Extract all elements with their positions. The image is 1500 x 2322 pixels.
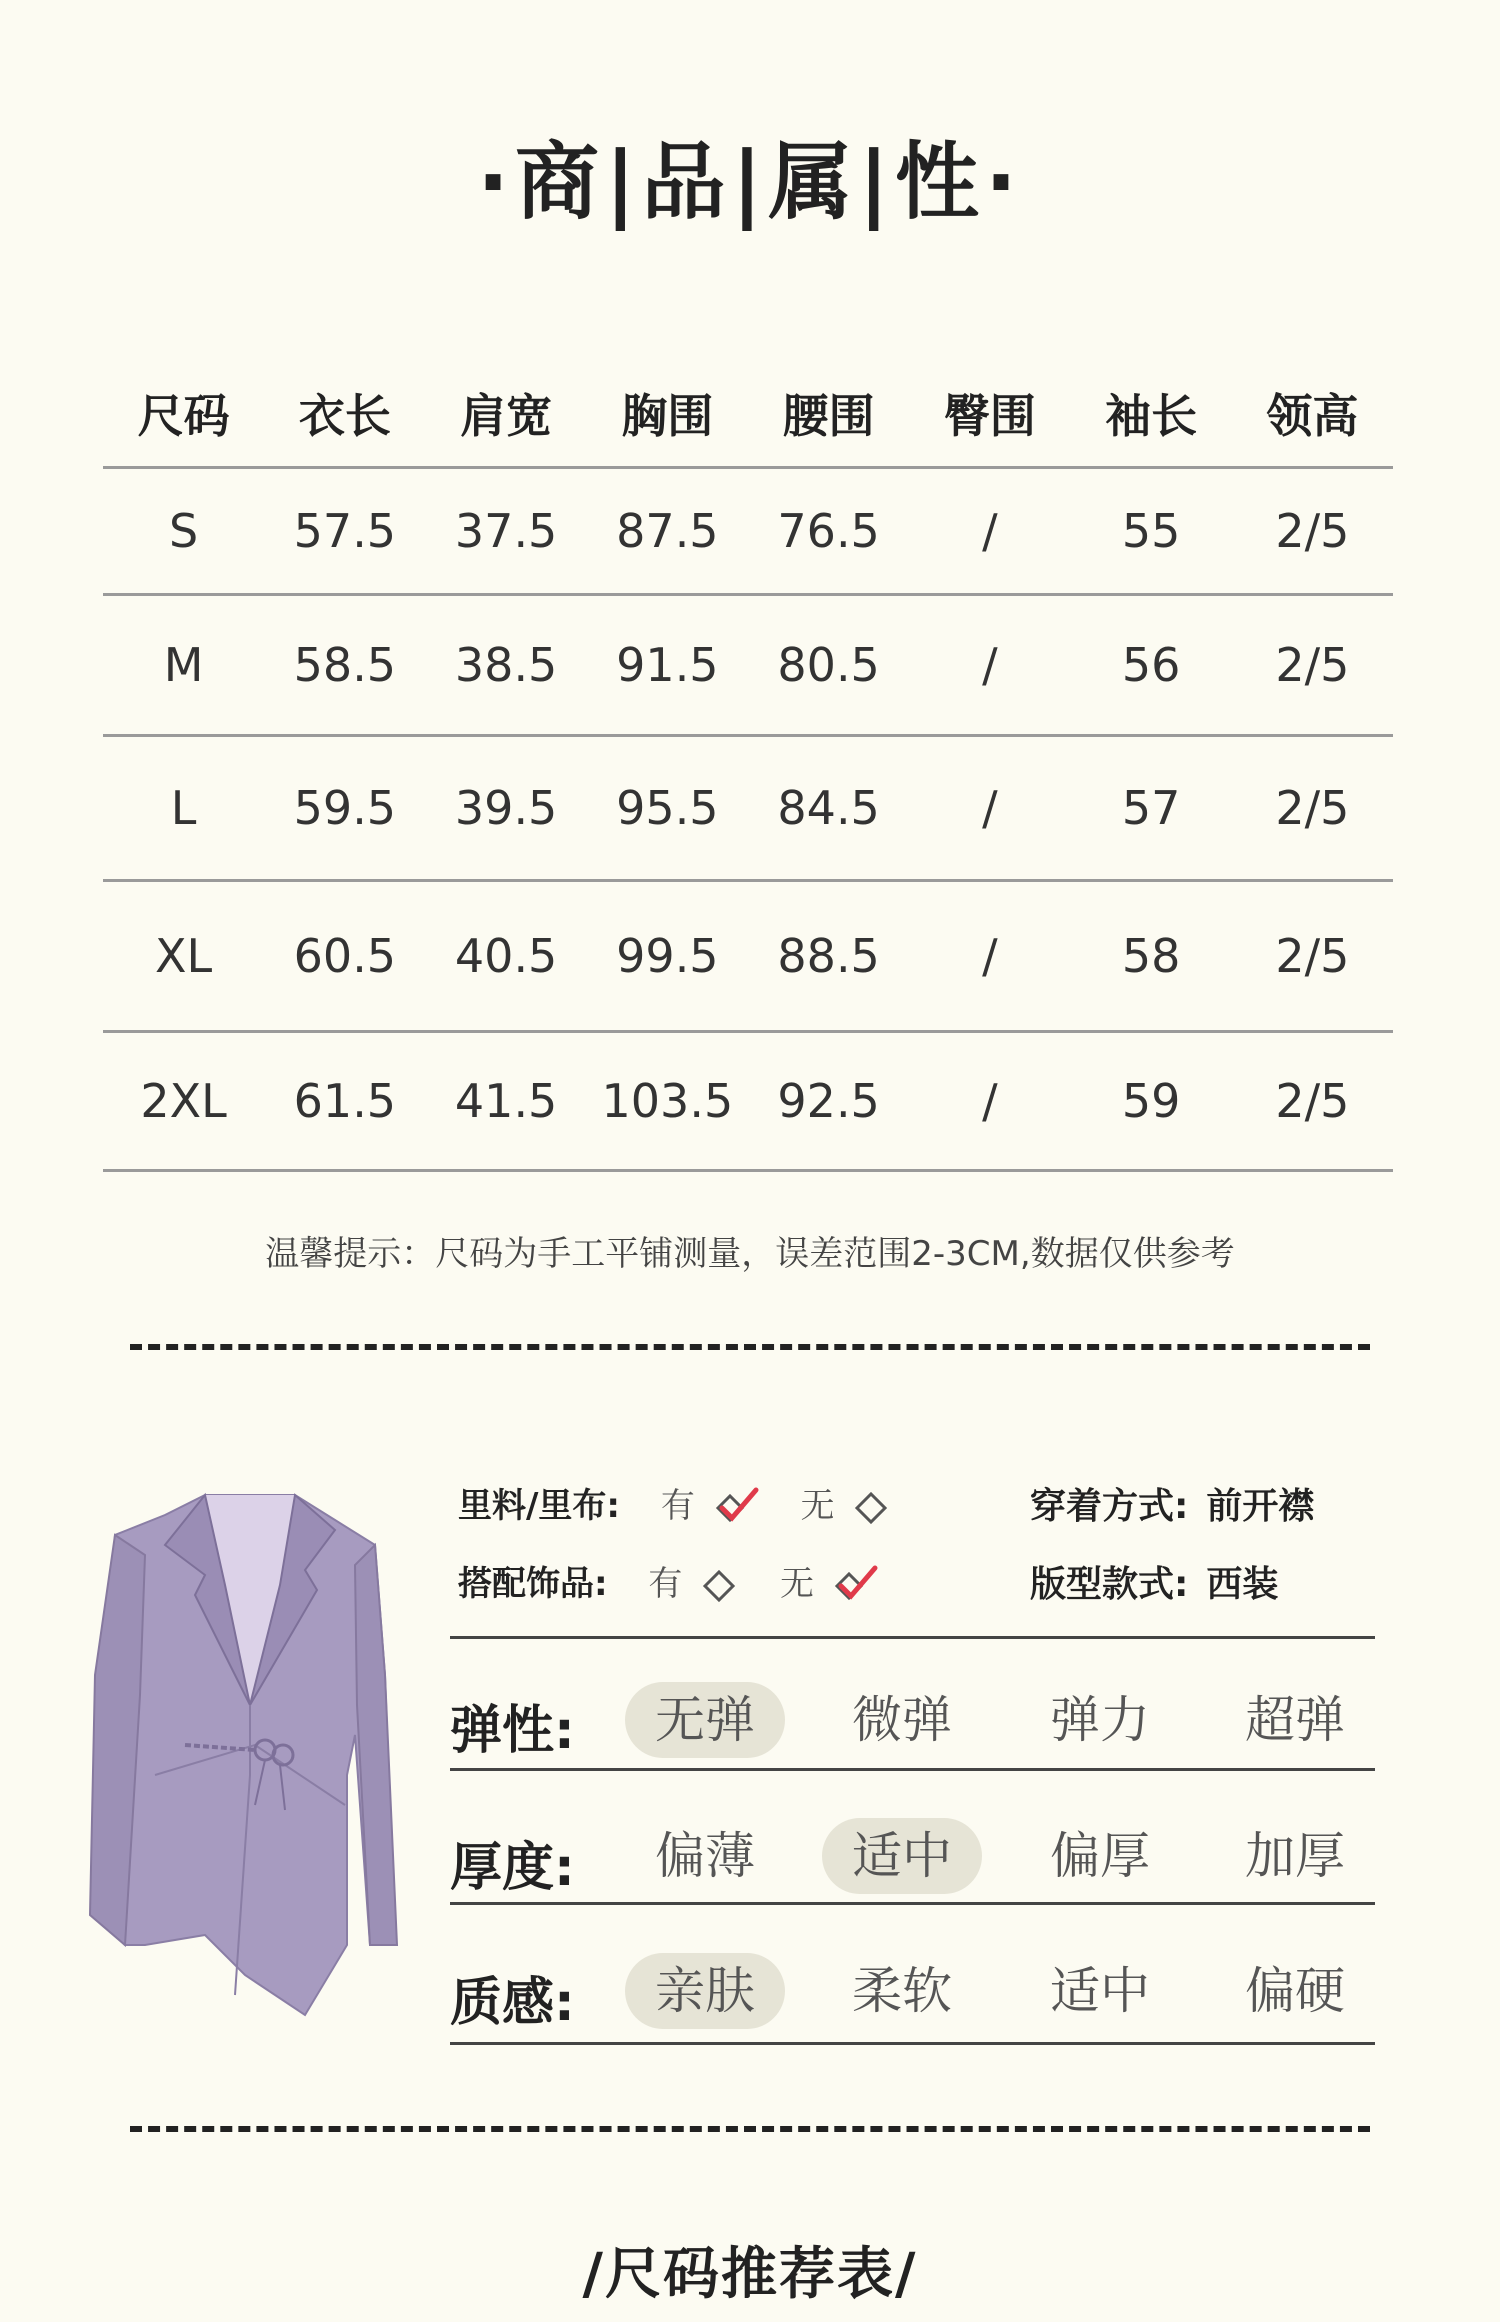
table-cell: 91.5	[587, 595, 748, 736]
table-cell: 37.5	[426, 468, 587, 595]
header-chest: 胸围	[587, 360, 748, 468]
table-row	[103, 468, 1393, 595]
checked-diamond-icon	[831, 1564, 879, 1608]
table-cell: L	[103, 736, 264, 881]
accessory-row	[458, 1556, 879, 1608]
table-cell: 87.5	[587, 468, 748, 595]
page-title: ·商|品|属|性·	[477, 133, 1023, 231]
table-cell: 76.5	[748, 468, 909, 595]
header-sleeve: 袖长	[1071, 360, 1232, 468]
table-cell: M	[103, 595, 264, 736]
table-cell: 56	[1071, 595, 1232, 736]
table-cell: 103.5	[587, 1032, 748, 1171]
divider-line	[450, 2042, 1375, 2045]
thickness-option-thin: 偏薄	[655, 1827, 755, 1885]
table-cell: 38.5	[426, 595, 587, 736]
header-length: 衣长	[264, 360, 425, 468]
divider-line	[450, 1902, 1375, 1905]
table-row	[103, 736, 1393, 881]
table-cell: 2/5	[1232, 736, 1393, 881]
table-cell: 60.5	[264, 881, 425, 1032]
texture-option-medium: 适中	[1050, 1962, 1150, 2020]
lining-row	[458, 1478, 891, 1530]
style-info	[1030, 1556, 1278, 1607]
table-cell: 2/5	[1232, 881, 1393, 1032]
table-cell: /	[909, 736, 1070, 881]
accessory-yes-label: 有	[648, 1564, 683, 1604]
thickness-option-thick: 偏厚	[1050, 1827, 1150, 1885]
table-row	[103, 881, 1393, 1032]
size-recommendation-title: /尺码推荐表/	[582, 2242, 918, 2307]
table-cell: 59.5	[264, 736, 425, 881]
table-cell: 41.5	[426, 1032, 587, 1171]
table-cell: /	[909, 468, 1070, 595]
table-cell: /	[909, 595, 1070, 736]
table-cell: 39.5	[426, 736, 587, 881]
table-cell: 61.5	[264, 1032, 425, 1171]
texture-option-soft: 柔软	[852, 1962, 952, 2020]
table-header-row	[103, 360, 1393, 468]
table-cell: 88.5	[748, 881, 909, 1032]
header-hip: 臀围	[909, 360, 1070, 468]
elasticity-option-none: 无弹	[625, 1682, 785, 1758]
texture-option-skin-friendly: 亲肤	[625, 1953, 785, 2029]
lining-no-label: 无	[800, 1486, 835, 1526]
table-cell: 40.5	[426, 881, 587, 1032]
elasticity-label: 弹性:	[450, 1701, 575, 1761]
accessory-no-label: 无	[780, 1564, 815, 1604]
table-cell: 57.5	[264, 468, 425, 595]
size-table	[103, 360, 1393, 1172]
dashed-divider	[130, 2126, 1370, 2132]
table-cell: 55	[1071, 468, 1232, 595]
thickness-option-extra-thick: 加厚	[1245, 1827, 1345, 1885]
thickness-option-medium: 适中	[822, 1818, 982, 1894]
table-cell: /	[909, 1032, 1070, 1171]
table-cell: 84.5	[748, 736, 909, 881]
table-cell: 2/5	[1232, 595, 1393, 736]
style-value: 西装	[1206, 1564, 1279, 1605]
style-label: 版型款式:	[1030, 1564, 1189, 1605]
table-cell: 58	[1071, 881, 1232, 1032]
header-collar: 领高	[1232, 360, 1393, 468]
header-size: 尺码	[103, 360, 264, 468]
table-cell: 99.5	[587, 881, 748, 1032]
table-cell: 59	[1071, 1032, 1232, 1171]
lining-yes-label: 有	[660, 1486, 695, 1526]
table-cell: 57	[1071, 736, 1232, 881]
measurement-tip: 温馨提示：尺码为手工平铺测量，误差范围2-3CM,数据仅供参考	[265, 1234, 1235, 1274]
divider-line	[450, 1768, 1375, 1771]
header-shoulder: 肩宽	[426, 360, 587, 468]
texture-option-stiff: 偏硬	[1245, 1962, 1345, 2020]
table-row	[103, 1032, 1393, 1171]
elasticity-option-elastic: 弹力	[1050, 1691, 1150, 1749]
texture-label: 质感:	[450, 1973, 575, 2033]
table-cell: S	[103, 468, 264, 595]
accessory-label: 搭配饰品:	[458, 1564, 608, 1604]
wear-value: 前开襟	[1206, 1486, 1315, 1527]
checked-diamond-icon	[712, 1486, 760, 1530]
table-cell: 80.5	[748, 595, 909, 736]
wear-info	[1030, 1478, 1314, 1529]
table-cell: 95.5	[587, 736, 748, 881]
divider-line	[450, 1636, 1375, 1639]
elasticity-option-super: 超弹	[1245, 1691, 1345, 1749]
header-waist: 腰围	[748, 360, 909, 468]
table-cell: 92.5	[748, 1032, 909, 1171]
table-cell: 58.5	[264, 595, 425, 736]
table-cell: 2/5	[1232, 1032, 1393, 1171]
dashed-divider	[130, 1344, 1370, 1350]
table-cell: /	[909, 881, 1070, 1032]
diamond-icon	[699, 1564, 739, 1608]
table-cell: 2XL	[103, 1032, 264, 1171]
elasticity-option-slight: 微弹	[852, 1691, 952, 1749]
table-cell: XL	[103, 881, 264, 1032]
thickness-label: 厚度:	[450, 1838, 575, 1898]
product-image	[85, 1475, 405, 2035]
diamond-icon	[851, 1486, 891, 1530]
table-row	[103, 595, 1393, 736]
lining-label: 里料/里布:	[458, 1486, 621, 1526]
table-cell: 2/5	[1232, 468, 1393, 595]
wear-label: 穿着方式:	[1030, 1486, 1189, 1527]
